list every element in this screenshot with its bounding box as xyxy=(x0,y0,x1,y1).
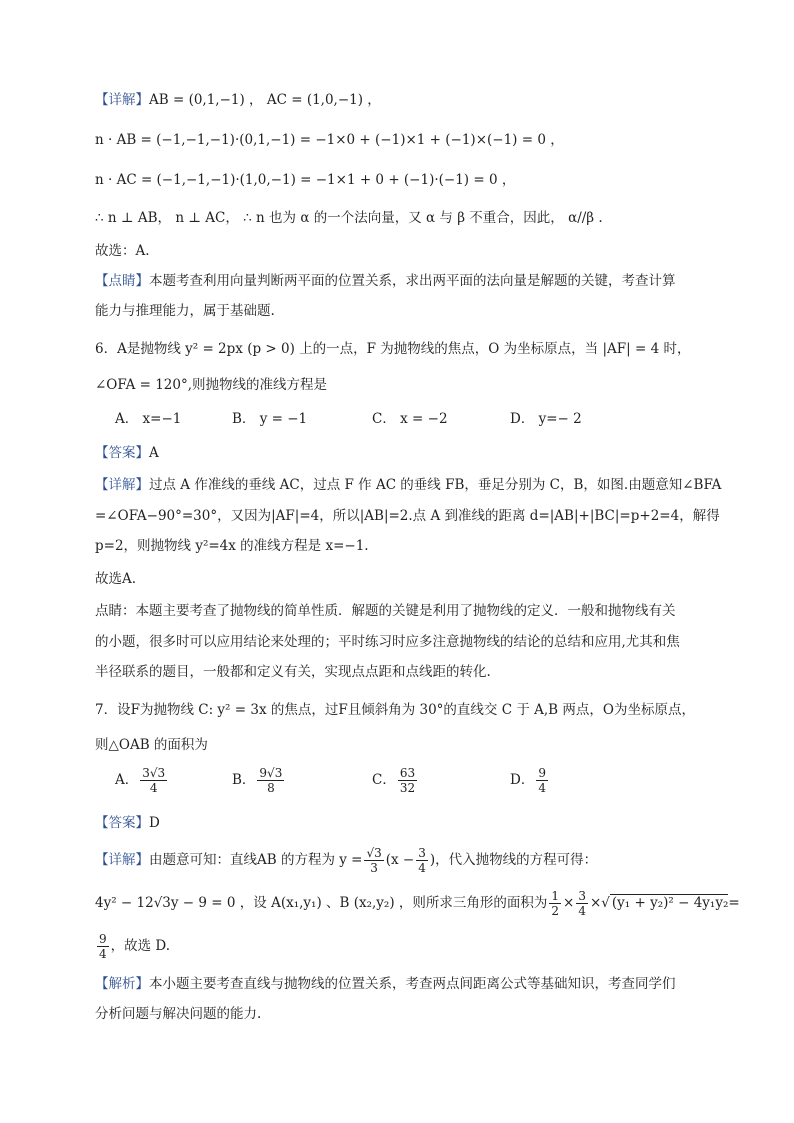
analysis-tag: 【解析】 xyxy=(95,976,149,992)
detail-tag: 【详解】 xyxy=(95,92,149,108)
q7-stem-line1: 7．设F为抛物线 C: y² = 3x 的焦点，过F且倾斜角为 30°的直线交 C 于 A,B 两点，O为坐标原点， xyxy=(95,702,695,718)
q7-analysis-line2: 分析问题与解决问题的能力. xyxy=(95,1006,262,1022)
q6-detail-line1: 【详解】过点 A 作准线的垂线 AC，过点 F 作 AC 的垂线 FB，垂足分别为 C，B，如图.由题意知∠BFA xyxy=(95,477,722,493)
q6-option-b: B． y = −1 xyxy=(232,411,308,427)
answer-tag: 【答案】 xyxy=(95,815,149,831)
q7-answer: 【答案】D xyxy=(95,815,160,831)
q5-comment-line1: 【点睛】本题考查利用向量判断两平面的位置关系，求出两平面的法向量是解题的关键，考查计算 xyxy=(95,273,676,289)
q6-comment-line1: 点睛：本题主要考查了抛物线的简单性质．解题的关键是利用了抛物线的定义．一般和抛物线有关 xyxy=(95,603,676,619)
q5-answer: 故选：A. xyxy=(95,243,150,259)
q5-detail-line3: n · AC = (−1,−1,−1)·(1,0,−1) = −1×1 + 0 + (−1)·(−1) = 0 ， xyxy=(95,172,516,188)
q7-analysis-line1: 【解析】本小题主要考查直线与抛物线的位置关系，考查两点间距离公式等基础知识，考查同学们 xyxy=(95,976,676,992)
comment-tag: 【点睛】 xyxy=(95,273,149,289)
q6-option-d: D． y=− 2 xyxy=(510,411,582,427)
q7-option-d: D． $\frac{9}{4}$ xyxy=(510,766,546,795)
q6-choose: 故选A. xyxy=(95,571,137,587)
q6-comment-line3: 半径联系的题目，一般都和定义有关，实现点点距和点线距的转化. xyxy=(95,664,491,680)
q7-detail-line2: 4y² − 12√3y − 9 = 0 ，设 A(x₁,y₁) 、B (x₂,y₂) ，则所求三角形的面积为 $\frac{1}{2}$ × $\frac{3}{4}$ ×√ (y₁ + y₂)² − 4y₁y₂= xyxy=(95,889,740,918)
q6-answer: 【答案】A xyxy=(95,445,159,461)
q7-detail-line1: 【详解】由题意可知：直线AB 的方程为 y = $\frac{√3}{3}$ (x − $\frac{3}{4}$ )，代入抛物线的方程可得： xyxy=(95,846,598,875)
q5-detail-line2: n · AB = (−1,−1,−1)·(0,1,−1) = −1×0 + (−1)×1 + (−1)×(−1) = 0 ， xyxy=(95,132,564,148)
q5-detail-line1 xyxy=(95,90,715,110)
q6-option-a: A． x=−1 xyxy=(115,411,182,427)
q6-stem-line2: ∠OFA = 120°,则抛物线的准线方程是 xyxy=(95,377,328,393)
answer-tag: 【答案】 xyxy=(95,445,149,461)
q6-comment-line2: 的小题，很多时可以应用结论来处理的；平时练习时应多注意抛物线的结论的总结和应用,尤其和焦 xyxy=(95,634,680,650)
q7-option-a: A． $\frac{3√3}{4}$ xyxy=(115,766,166,795)
q6-stem-line1: 6．A是抛物线 y² = 2px (p > 0) 上的一点，F 为抛物线的焦点，O 为坐标原点，当 |AF| = 4 时， xyxy=(95,341,691,357)
q6-detail-line3: p=2，则抛物线 y²=4x 的准线方程是 x=−1. xyxy=(95,538,369,554)
q6-detail-line2: =∠OFA−90°=30°，又因为|AF|=4，所以|AB|=2.点 A 到准线的距离 d=|AB|+|BC|=p+2=4，解得 xyxy=(95,508,720,524)
detail-tag: 【详解】 xyxy=(95,852,149,868)
q7-detail-line3: $\frac{9}{4}$ ，故选 D. xyxy=(99,932,171,961)
q5-vectors: AB = (0,1,−1) ， AC = (1,0,−1) ， xyxy=(149,92,381,108)
sqrt-expression: (y₁ + y₂)² − 4y₁y₂ xyxy=(611,895,729,911)
q5-comment-line2: 能力与推理能力，属于基础题. xyxy=(95,303,275,319)
q5-detail-line4: ∴ n ⊥ AB， n ⊥ AC， ∴ n 也为 α 的一个法向量，又 α 与 β 不重合，因此， α//β . xyxy=(95,210,603,226)
detail-tag: 【详解】 xyxy=(95,477,149,493)
q6-option-c: C． x = −2 xyxy=(372,411,448,427)
q7-stem-line2: 则△OAB 的面积为 xyxy=(95,737,208,753)
q7-option-b: B． $\frac{9√3}{8}$ xyxy=(232,766,283,795)
q7-option-c: C． $\frac{63}{32}$ xyxy=(372,766,416,795)
